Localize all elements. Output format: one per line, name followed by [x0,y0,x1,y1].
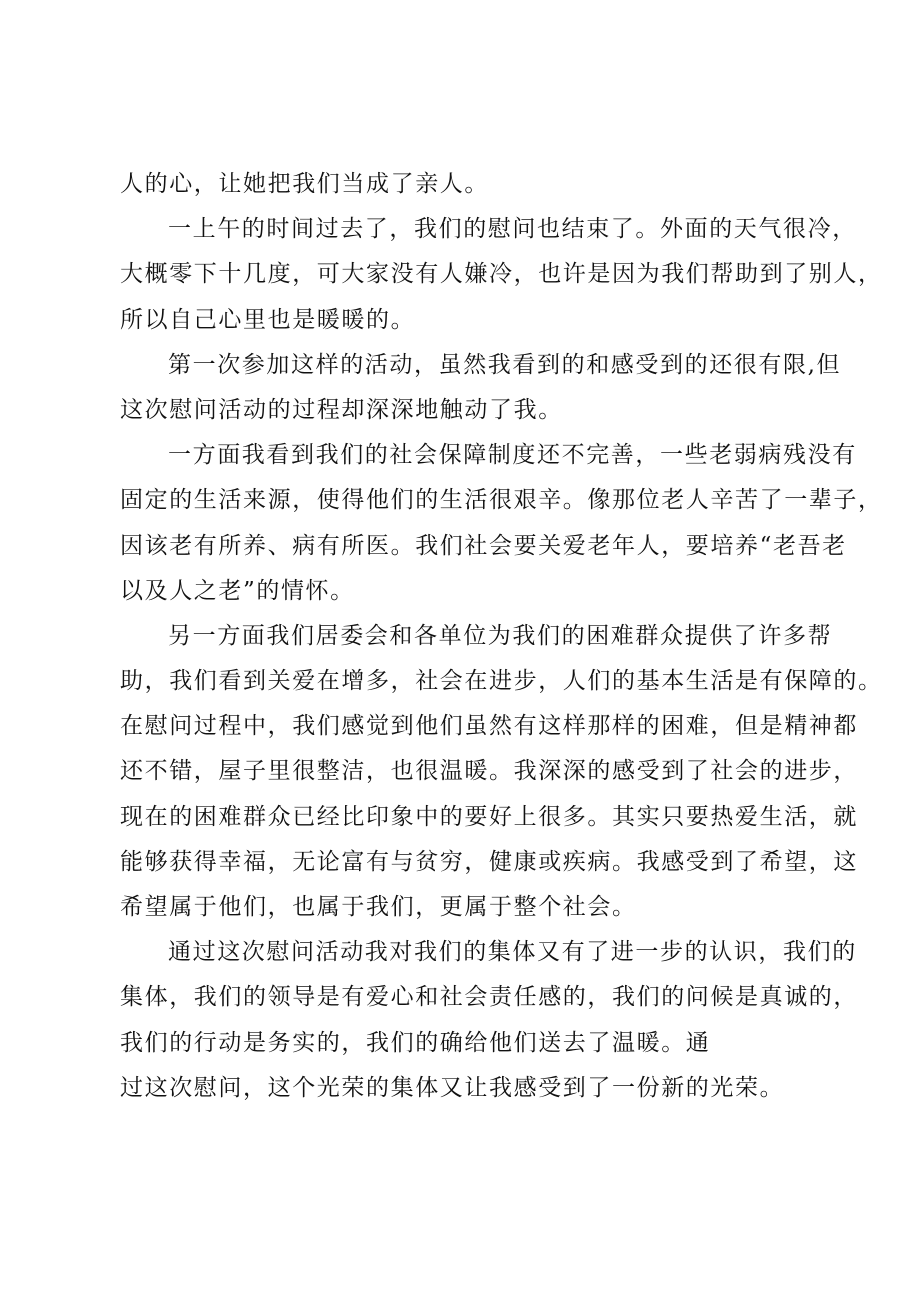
text-line: 第一次参加这样的活动，虽然我看到的和感受到的还很有限,但 [168,351,842,378]
text-line: 以及人之老”的情怀。 [120,577,355,604]
text-line: 在慰问过程中，我们感觉到他们虽然有这样那样的困难，但是精神都 [120,713,858,740]
text-line: 大概零下十几度，可大家没有人嫌冷，也许是因为我们帮助到了别人， [120,261,883,288]
text-line: 能够获得幸福，无论富有与贫穷，健康或疾病。我感受到了希望，这 [120,848,858,875]
text-line: 我们的行动是务实的，我们的确给他们送去了温暖。通 [120,1029,711,1056]
text-line: 另一方面我们居委会和各单位为我们的困难群众提供了许多帮 [168,622,833,649]
text-line: 现在的困难群众已经比印象中的要好上很多。其实只要热爱生活，就 [120,803,858,830]
text-line: 助，我们看到关爱在增多，社会在进步，人们的基本生活是有保障的。 [120,668,883,695]
text-line: 过这次慰问，这个光荣的集体又让我感受到了一份新的光荣。 [120,1074,785,1101]
text-line: 人的心，让她把我们当成了亲人。 [120,171,489,197]
document-body [120,163,883,1112]
text-line: 一方面我看到我们的社会保障制度还不完善，一些老弱病残没有 [168,442,857,469]
text-line: 这次慰问活动的过程却深深地触动了我。 [120,396,563,423]
text-line: 还不错，屋子里很整洁，也很温暖。我深深的感受到了社会的进步， [120,758,858,785]
text-line: 通过这次慰问活动我对我们的集体又有了进一步的认识，我们的 [168,939,857,966]
text-line: 集体，我们的领导是有爱心和社会责任感的，我们的问候是真诚的， [120,984,858,1011]
text-line: 因该老有所养、病有所医。我们社会要关爱老年人，要培养“老吾老 [120,532,847,559]
text-line: 所以自己心里也是暖暖的。 [120,306,416,333]
text-line: 一上午的时间过去了，我们的慰问也结束了。外面的天气很冷， [168,216,857,243]
text-line: 固定的生活来源，使得他们的生活很艰辛。像那位老人辛苦了一辈子， [120,487,883,514]
text-line: 希望属于他们，也属于我们，更属于整个社会。 [120,894,637,920]
